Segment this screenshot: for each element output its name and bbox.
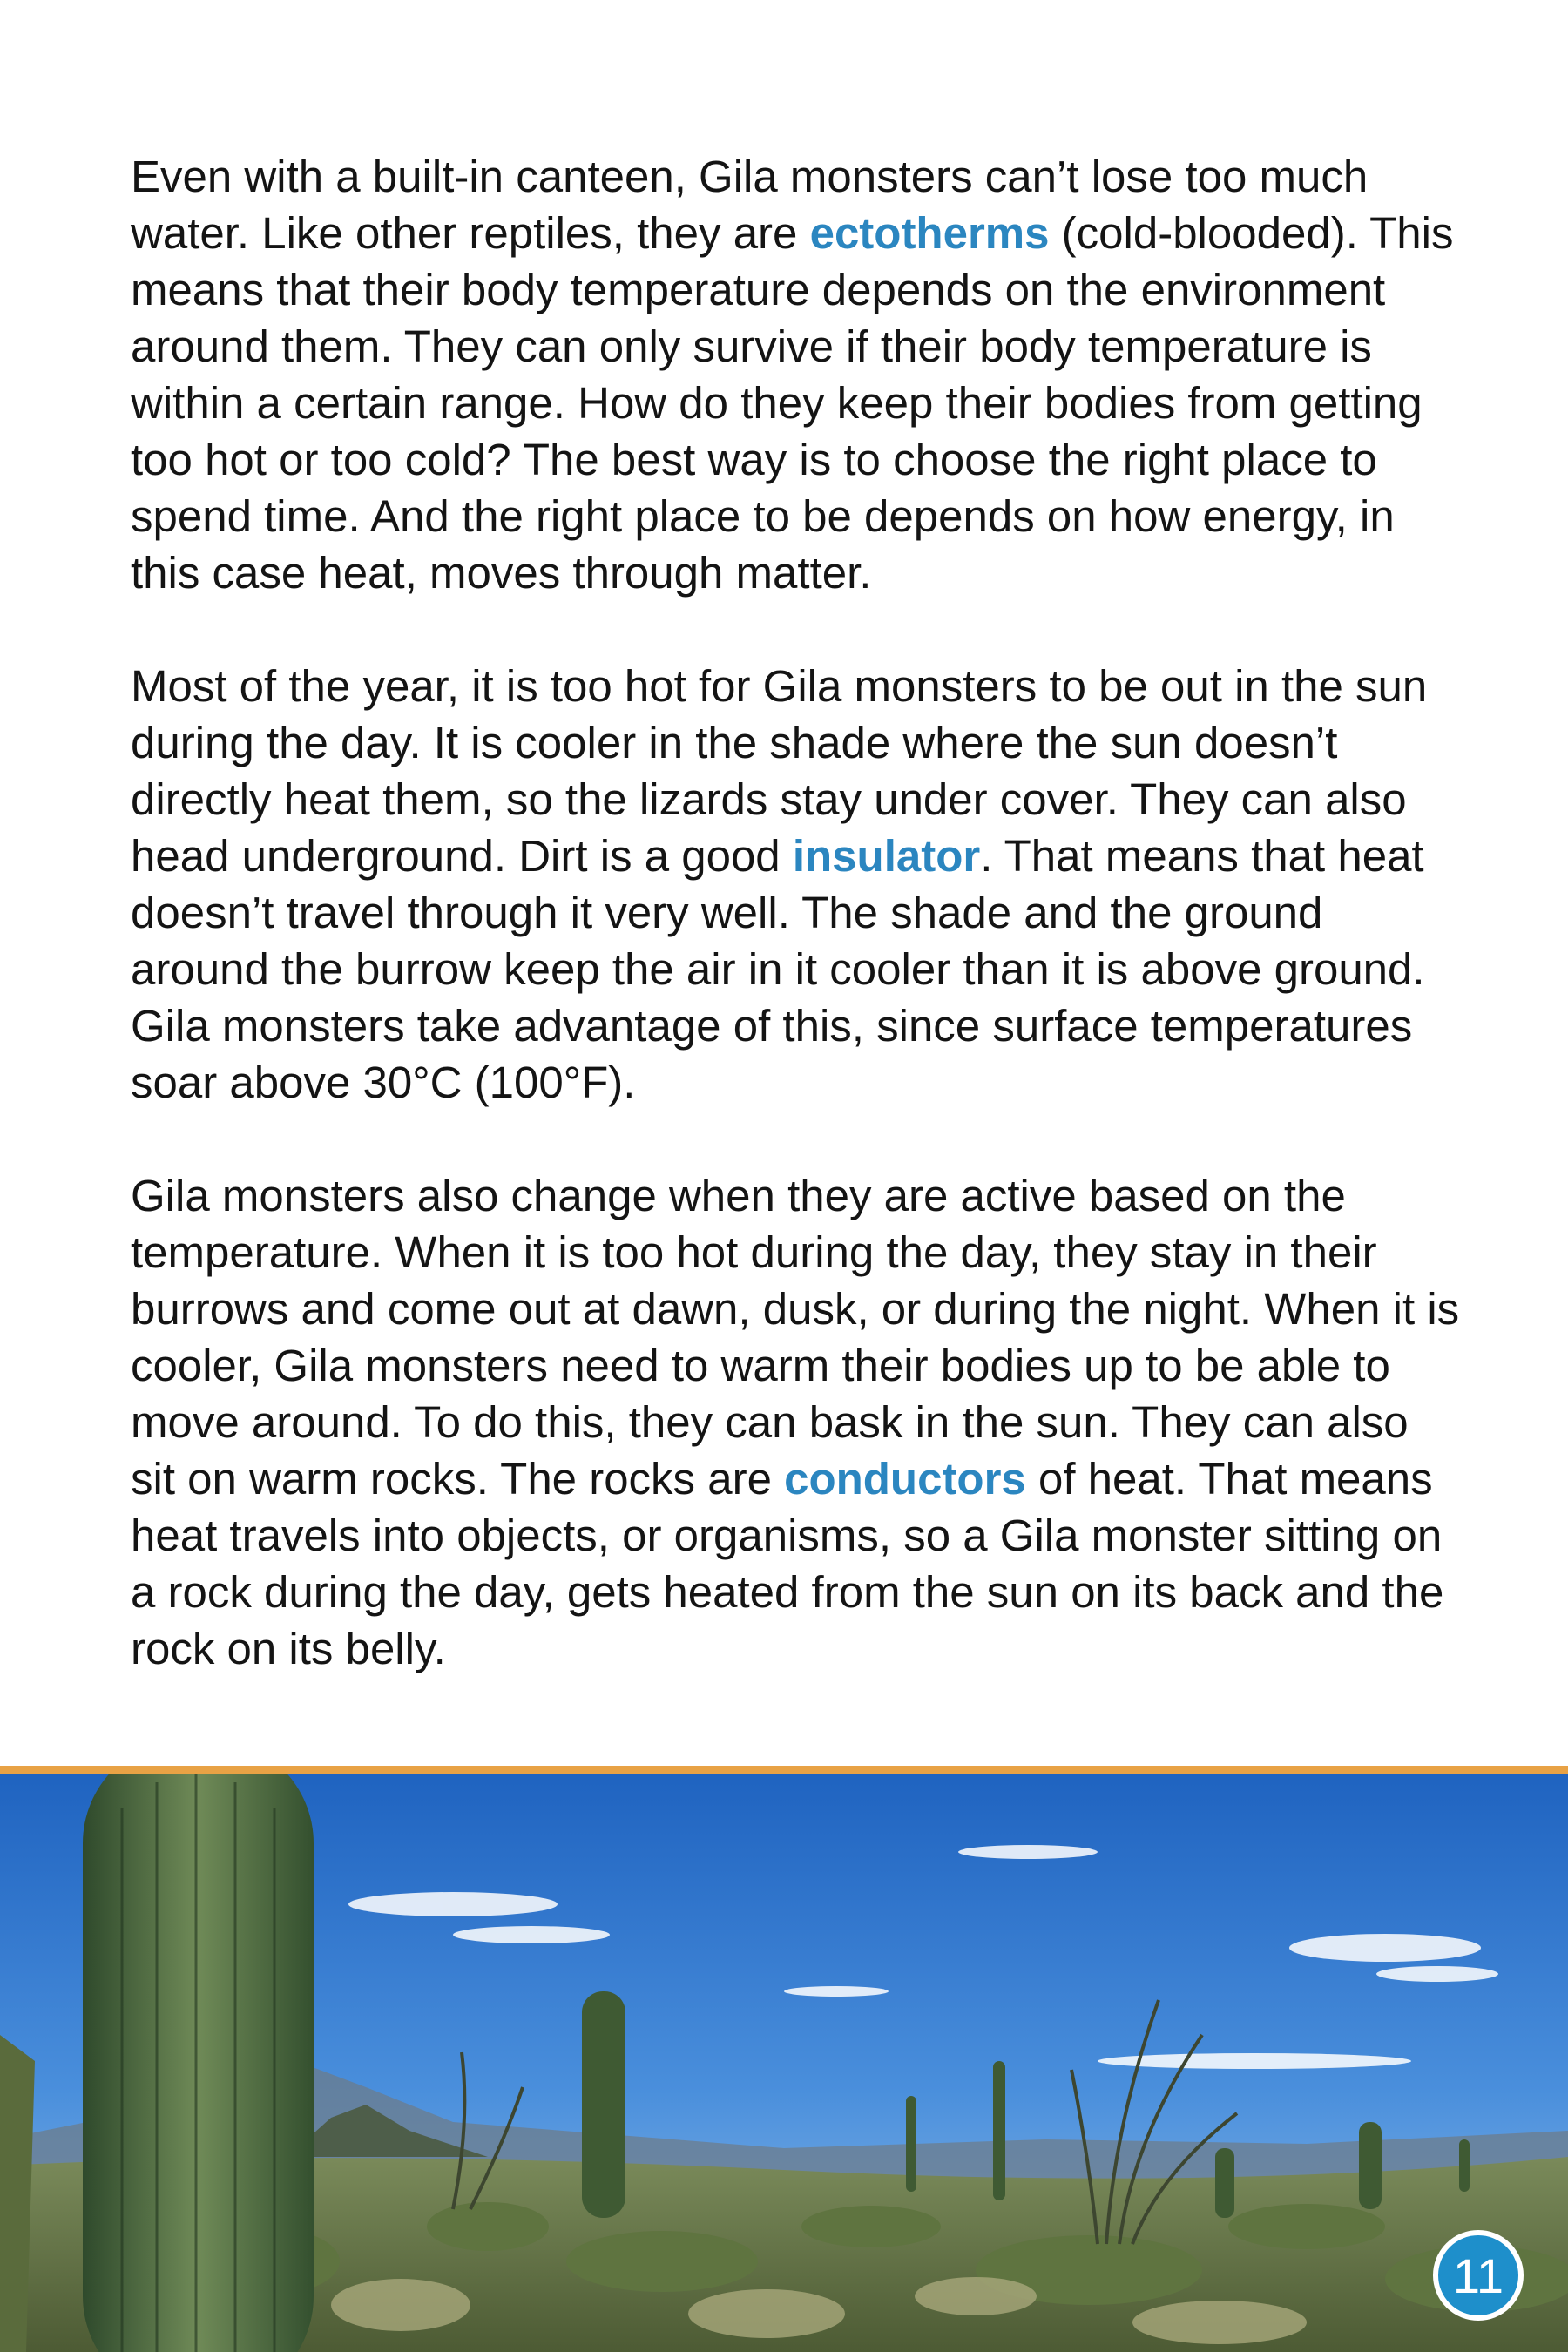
text-run: (cold-blooded). This means that their body temperature depends on the environment around them. They can only survive if their body temperature is within a certain range. How do they keep their bodies from getting too hot or too cold? The best way is to choose the right place to spend time. And the right place to be depends on how energy, in this case heat, moves through matter.	[131, 208, 1454, 598]
text-run: Even with a built-in canteen, Gila monsters can’t lose too much water. Like other reptiles, they are	[131, 152, 1369, 258]
text-run: of heat. That means heat travels into objects, or organisms, so a Gila monster sitting on a rock during the day, gets heated from the sun on its back and the rock on its belly.	[131, 1454, 1444, 1673]
text-run: Most of the year, it is too hot for Gila monsters to be out in the sun during the day. It is cooler in the shade where the sun doesn’t directly heat them, so the lizards stay under cover. They can also head underground. Dirt is a good	[131, 661, 1428, 881]
glossary-term: insulator	[792, 831, 981, 881]
desert-photo	[0, 1774, 1568, 2352]
glossary-term: conductors	[784, 1454, 1026, 1504]
text-run: Gila monsters also change when they are active based on the temperature. When it is too hot during the day, they stay in their burrows and come out at dawn, dusk, or during the night. When it is cooler, Gila monsters need to warm their bodies up to be able to move around. To do this, they can bask in the sun. They can also sit on warm rocks. The rocks are	[131, 1171, 1460, 1504]
paragraph	[131, 658, 1463, 1111]
glossary-term: ectotherms	[809, 208, 1050, 258]
paragraph	[131, 148, 1463, 601]
paragraph	[131, 1167, 1463, 1677]
section-divider	[0, 1766, 1568, 1774]
body-text	[131, 148, 1463, 1734]
page-number-badge: 11	[1433, 2230, 1524, 2321]
text-run: . That means that heat doesn’t travel through it very well. The shade and the ground around the burrow keep the air in it cooler than it is above ground. Gila monsters take advantage of this, since surface temperatures soar above 30°C (100°F).	[131, 831, 1425, 1107]
